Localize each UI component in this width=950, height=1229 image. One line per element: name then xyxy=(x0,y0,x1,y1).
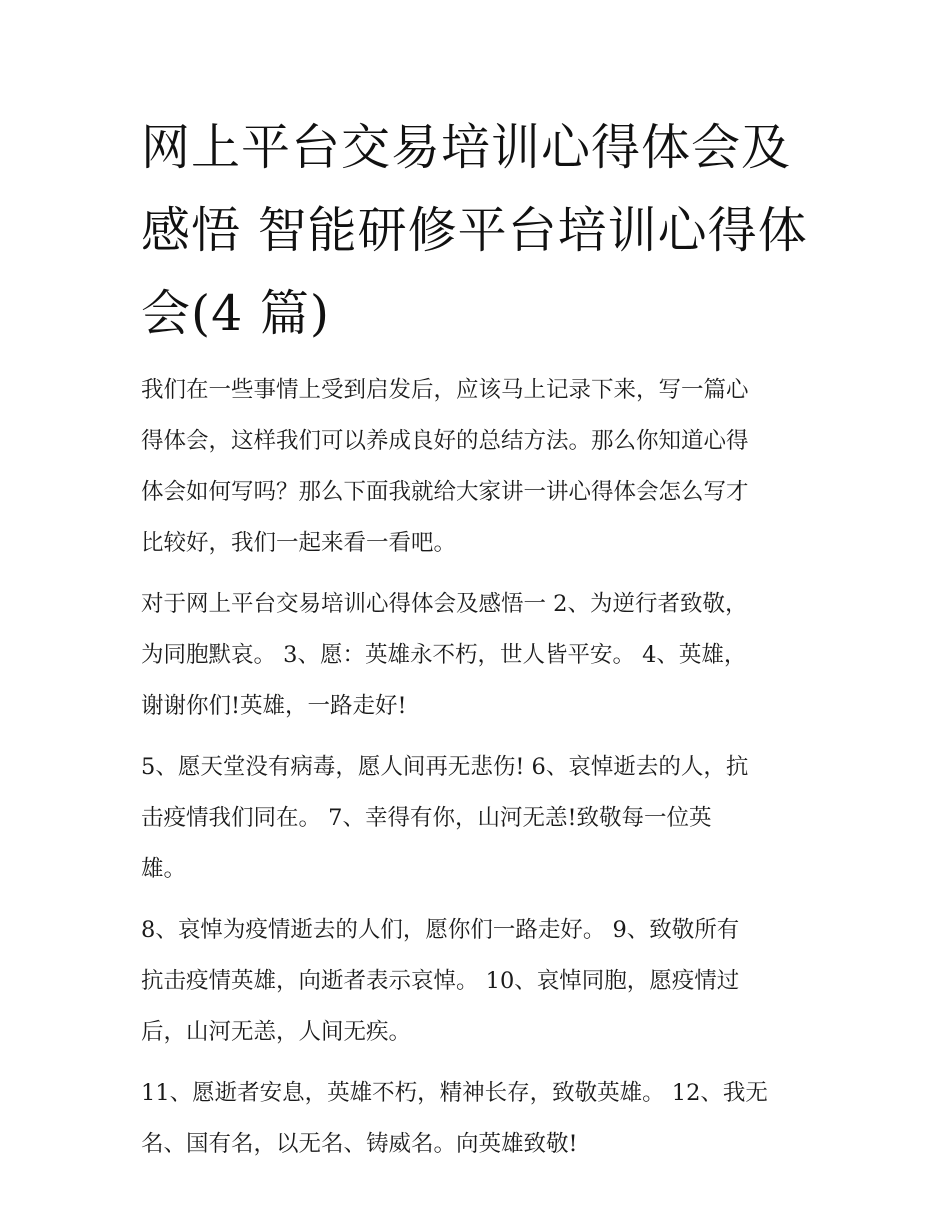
paragraph-line: 比较好，我们一起来看一看吧。 xyxy=(141,530,457,556)
paragraph-line: 我们在一些事情上受到启发后，应该马上记录下来，写一篇心 xyxy=(141,377,749,403)
paragraph-line: 8、哀悼为疫情逝去的人们，愿你们一路走好。 9、致敬所有 xyxy=(141,917,740,943)
document-title xyxy=(141,106,814,355)
paragraph-line: 得体会，这样我们可以养成良好的总结方法。那么你知道心得 xyxy=(141,428,749,454)
paragraph-line: 体会如何写吗？那么下面我就给大家讲一讲心得体会怎么写才 xyxy=(141,479,749,505)
paragraph-line: 抗击疫情英雄，向逝者表示哀悼。 10、哀悼同胞，愿疫情过 xyxy=(141,968,740,994)
body-paragraph xyxy=(141,742,814,895)
title-line: 会(4 篇) xyxy=(141,285,330,342)
paragraph-line: 5、愿天堂没有病毒，愿人间再无悲伤! 6、哀悼逝去的人，抗 xyxy=(141,754,749,780)
intro-paragraph xyxy=(141,365,814,569)
paragraph-line: 雄。 xyxy=(141,856,187,882)
body-paragraph xyxy=(141,905,814,1058)
body-paragraph xyxy=(141,1068,814,1170)
title-line: 网上平台交易培训心得体会及 xyxy=(141,119,792,176)
body-paragraph xyxy=(141,579,814,732)
paragraph-line: 谢谢你们!英雄，一路走好! xyxy=(141,693,407,719)
paragraph-line: 对于网上平台交易培训心得体会及感悟一 2、为逆行者致敬， xyxy=(141,591,748,617)
paragraph-line: 后，山河无恙，人间无疾。 xyxy=(141,1019,412,1045)
paragraph-line: 11、愿逝者安息，英雄不朽，精神长存，致敬英雄。 12、我无 xyxy=(141,1080,768,1106)
paragraph-line: 名、国有名，以无名、铸威名。向英雄致敬! xyxy=(141,1131,578,1157)
paragraph-line: 击疫情我们同在。 7、幸得有你，山河无恙!致敬每一位英 xyxy=(141,805,712,831)
paragraph-line: 为同胞默哀。 3、愿：英雄永不朽，世人皆平安。 4、英雄， xyxy=(141,642,747,668)
title-line: 感悟 智能研修平台培训心得体 xyxy=(141,202,808,259)
